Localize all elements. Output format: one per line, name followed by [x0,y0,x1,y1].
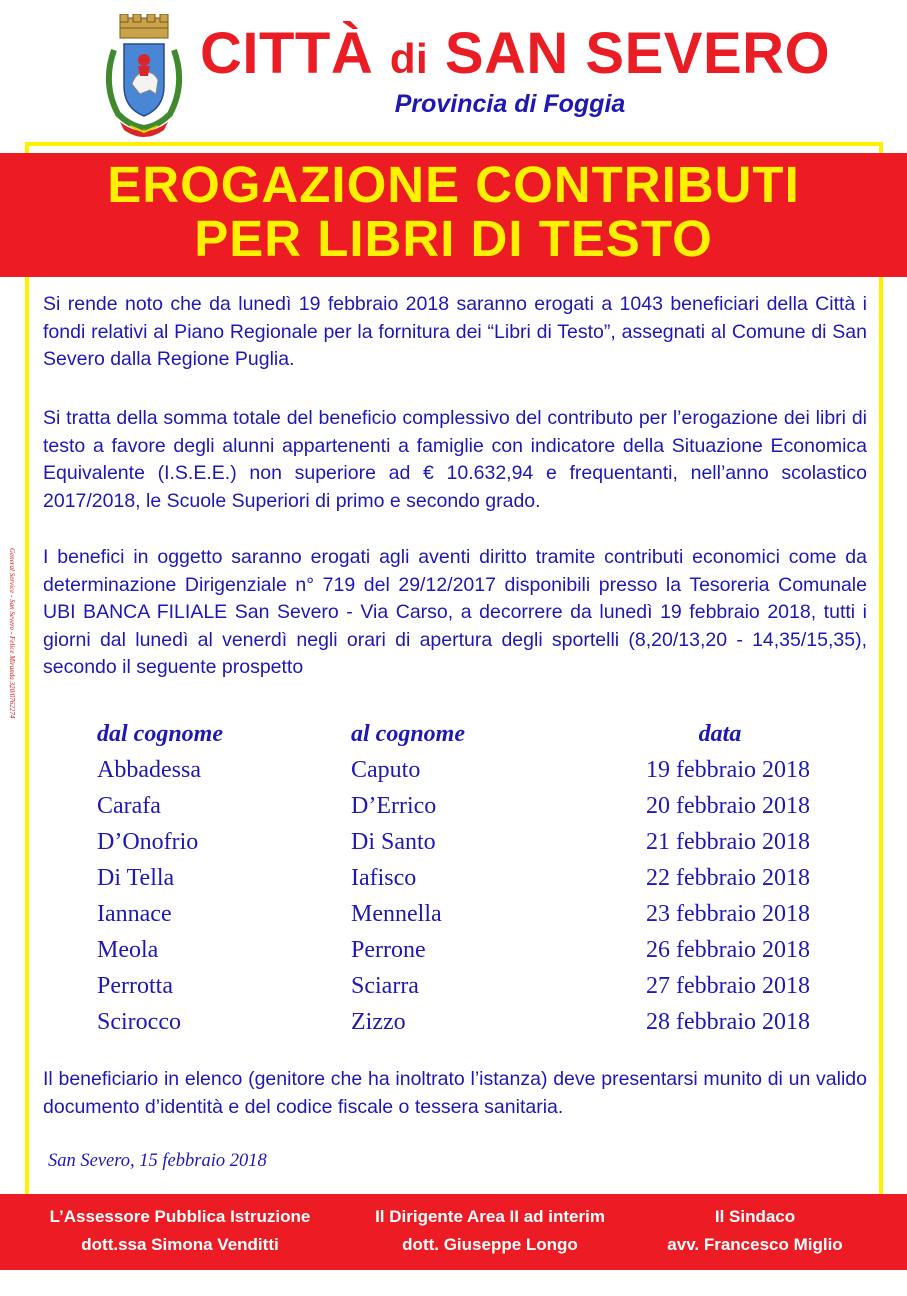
signature-name: avv. Francesco Miglio [667,1235,843,1254]
banner-line-1: EROGAZIONE CONTRIBUTI [107,156,800,213]
schedule-column-date [610,716,810,1040]
schedule-cell-from: Di Tella [97,865,175,891]
paragraph-documents: Il beneficiario in elenco (genitore che ha inoltrato l’istanza) deve presentarsi munito di un valido documento d’identità e del codice fiscale o tessera sanitaria. [43,1068,867,1118]
schedule-cell-date: 23 febbraio 2018 [646,901,810,927]
schedule-header-from: dal cognome [97,721,223,747]
place-date: San Severo, 15 febbraio 2018 [48,1151,267,1171]
schedule-cell-to: Zizzo [351,1009,406,1035]
city-name: SAN SEVERO [444,21,831,86]
schedule-cell-date: 26 febbraio 2018 [646,937,810,963]
schedule-cell-from: Carafa [97,793,161,819]
schedule-cell-to: Sciarra [351,973,419,999]
schedule-cell-from: Abbadessa [97,757,201,783]
schedule-column-to [351,716,465,1040]
signature-role: Il Dirigente Area II ad interim [375,1207,605,1226]
schedule-cell-date: 22 febbraio 2018 [646,865,810,891]
schedule-column-from [97,716,223,1040]
side-note-text: General Service - San Severo - Felice Miranda 320/0762274 [8,548,16,719]
schedule-cell-date: 20 febbraio 2018 [646,793,810,819]
city-main: CITTÀ [200,21,374,86]
paragraph-announcement: Si rende noto che da lunedì 19 febbraio 2018 saranno erogati a 1043 beneficiari della Città i fondi relativi al Piano Regionale per la fornitura dei “Libri di Testo”, assegnati al Comune di San Severo dalla Regione Puglia. [43,293,867,370]
schedule-cell-to: Mennella [351,901,442,927]
signature-name: dott. Giuseppe Longo [402,1235,578,1254]
signature-role: L’Assessore Pubblica Istruzione [49,1207,311,1226]
banner-line-2: PER LIBRI DI TESTO [194,210,713,267]
schedule-cell-to: Perrone [351,937,426,963]
signature-assessore [30,1203,330,1259]
city-crest-icon [100,14,188,138]
schedule-cell-to: Iafisco [351,865,417,891]
city-title [200,21,831,91]
schedule-cell-date: 28 febbraio 2018 [646,1009,810,1035]
signature-sindaco [630,1203,880,1259]
schedule-cell-date: 19 febbraio 2018 [646,757,810,783]
schedule-cell-date: 21 febbraio 2018 [646,829,810,855]
signature-dirigente [340,1203,640,1259]
schedule-header-to: al cognome [351,721,465,747]
schedule-cell-from: Meola [97,937,159,963]
city-di: di [389,35,429,82]
schedule-cell-to: D’Errico [351,793,437,819]
schedule-cell-from: Scirocco [97,1009,181,1035]
schedule-header-date: data [698,721,742,747]
paragraph-payment: I benefici in oggetto saranno erogati agli aventi diritto tramite contributi economici come da determinazione Dirigenziale n° 719 del 29/12/2017 disponibili presso la Tesoreria Comunale UBI BANCA FILIALE San Severo - Via Carso, a decorrere da lunedì 19 febbraio 2018, tutti i giorni dal lunedì al venerdì negli orari di apertura degli sportelli (8,20/13,20 - 14,35/15,35), secondo il seguente prospetto [43,546,867,678]
schedule-cell-to: Caputo [351,757,421,783]
schedule-cell-to: Di Santo [351,829,436,855]
province-subtitle: Provincia di Foggia [394,90,626,118]
schedule-cell-from: Iannace [97,901,172,927]
schedule-cell-date: 27 febbraio 2018 [646,973,810,999]
signature-name: dott.ssa Simona Venditti [81,1235,279,1254]
schedule-cell-from: Perrotta [97,973,173,999]
signature-role: Il Sindaco [714,1207,796,1226]
printer-side-note [4,548,18,788]
schedule-cell-from: D’Onofrio [97,829,199,855]
paragraph-beneficiaries: Si tratta della somma totale del beneficio complessivo del contributo per l’erogazione dei libri di testo a favore degli alunni appartenenti a famiglie con indicatore della Situazione Economica Equivalente (I.S.E.E.) non superiore ad € 10.632,94 e frequentanti, nell’anno scolastico 2017/2018, le Scuole Superiori di primo e secondo grado. [43,407,867,512]
